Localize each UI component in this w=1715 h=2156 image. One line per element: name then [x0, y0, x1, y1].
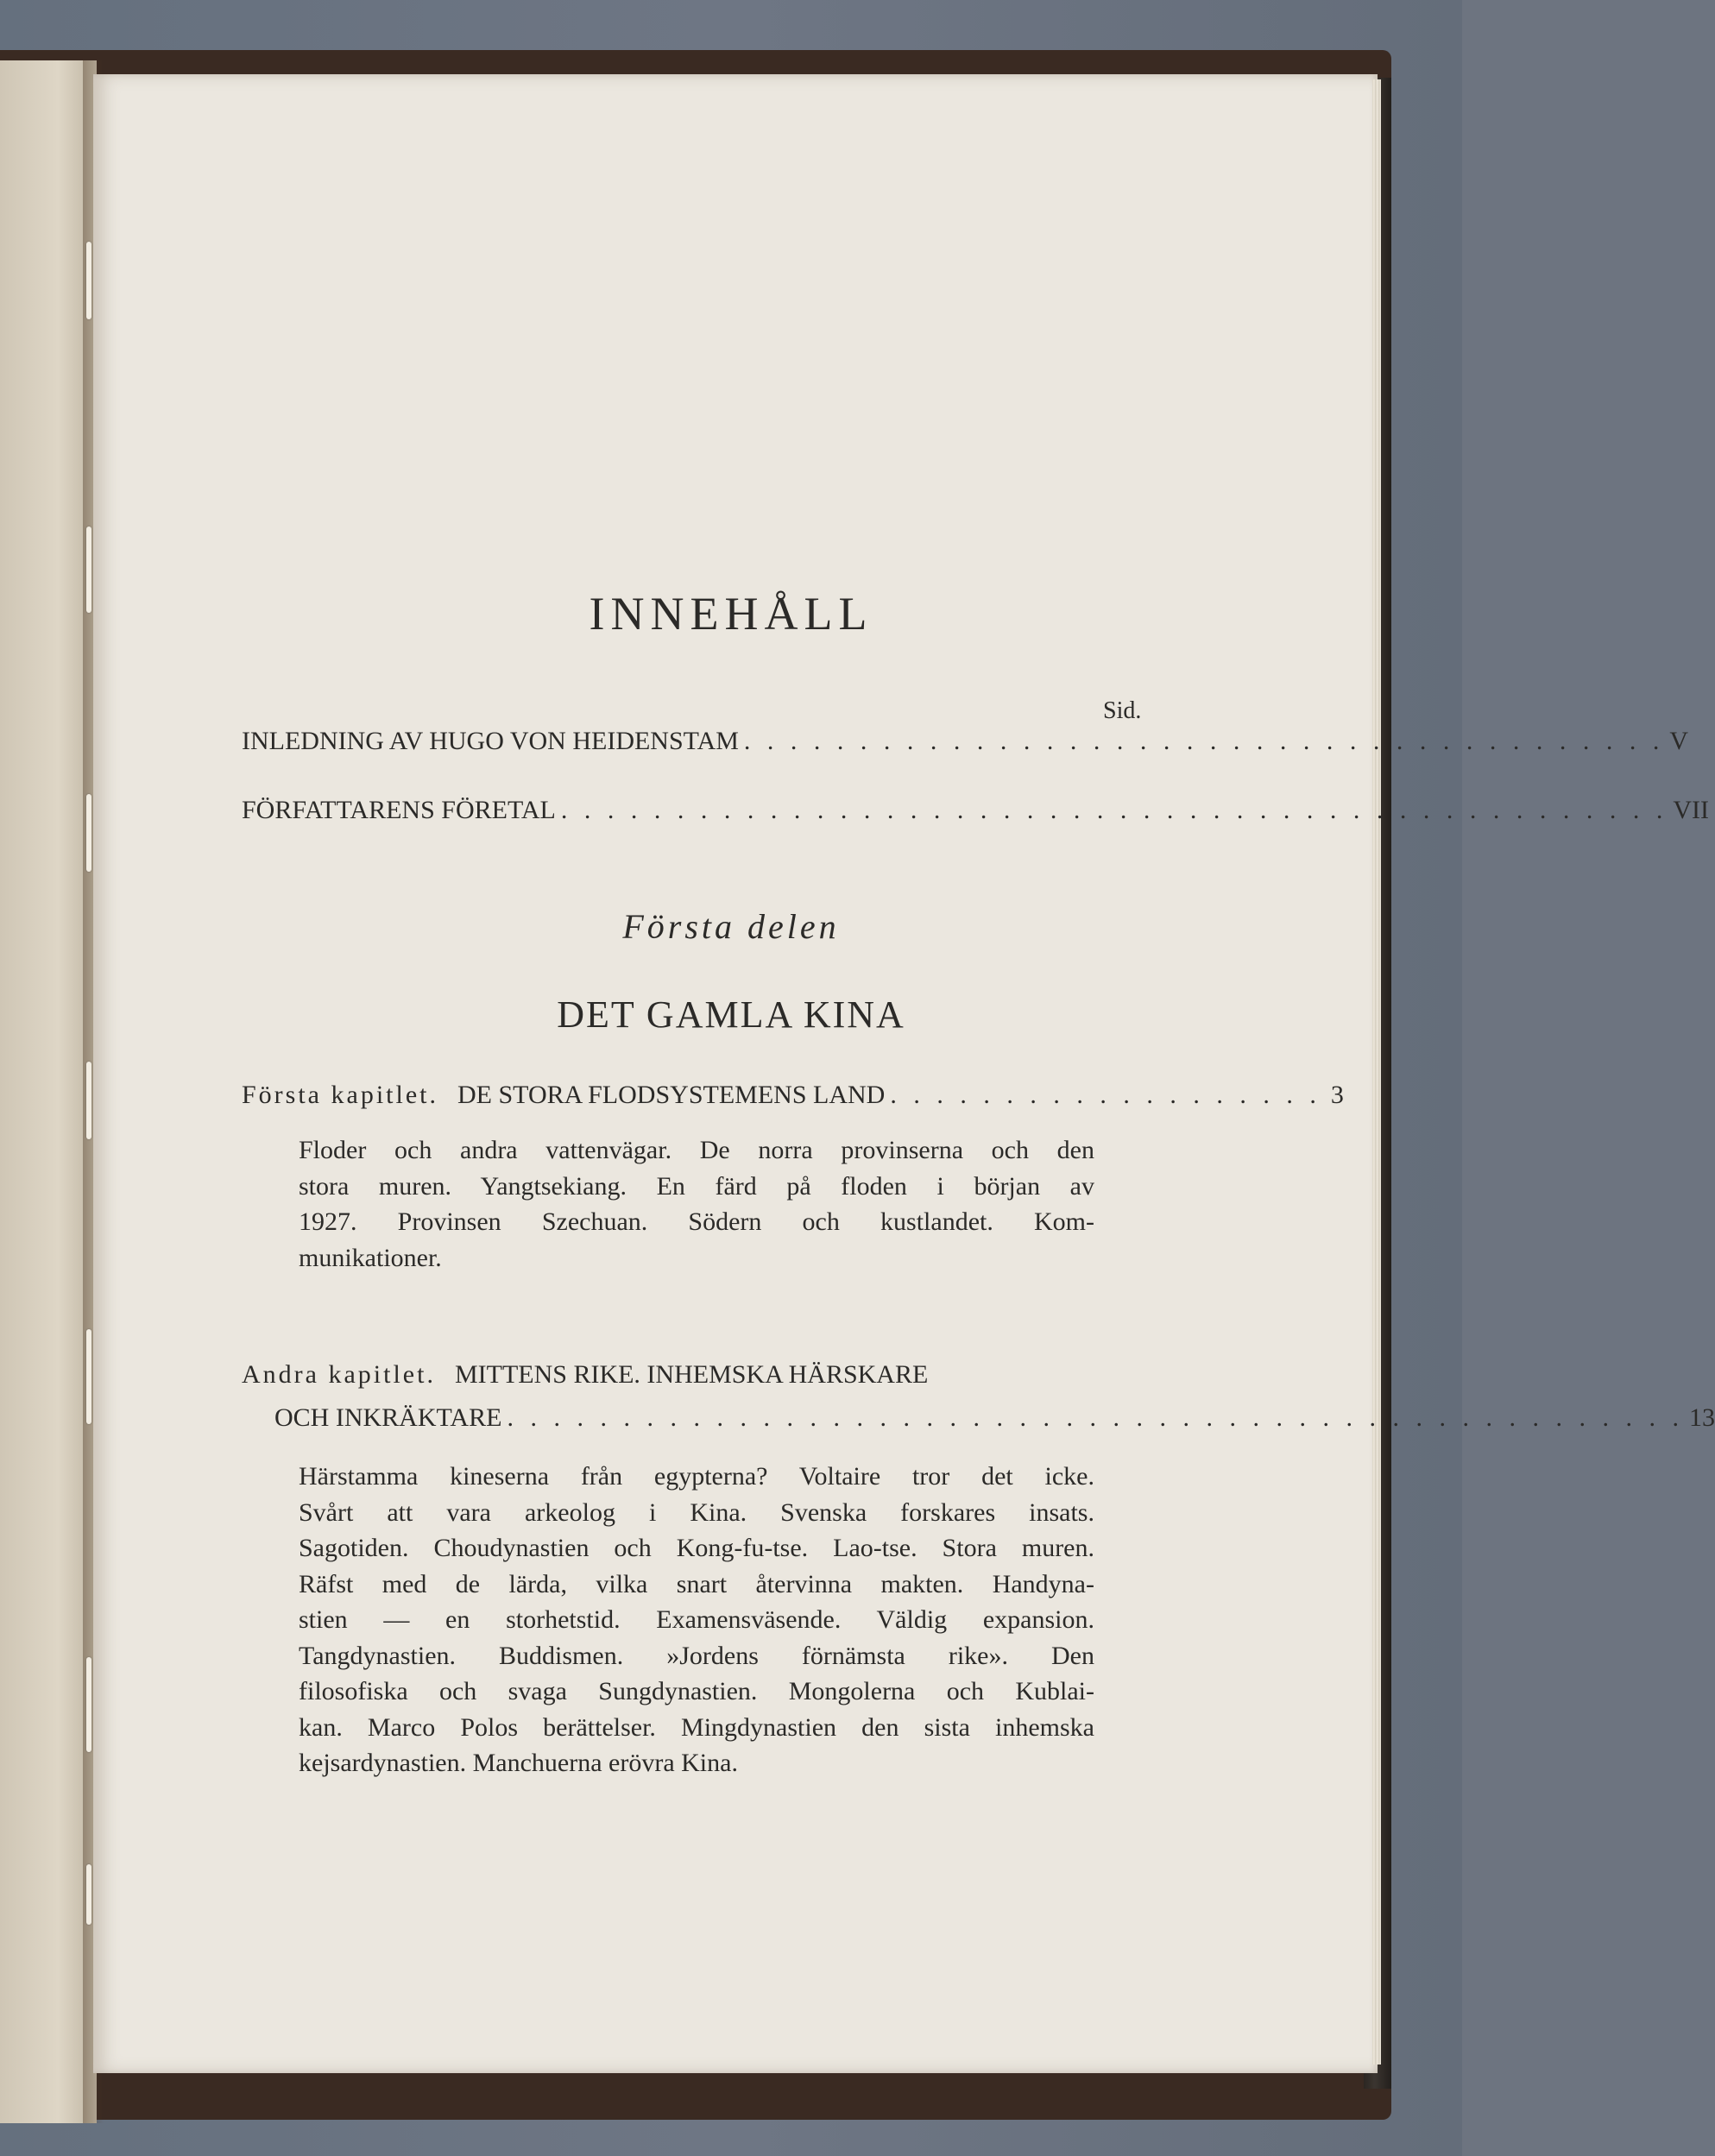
- leader-dots: . . . . . . . . . . . . . . . . . . .: [890, 1081, 1321, 1109]
- toc-entry-page: VII: [1673, 796, 1710, 824]
- chapter-number: Första kapitlet.: [242, 1081, 438, 1109]
- page-title: INNEHÅLL: [589, 588, 873, 640]
- summary-line: kan. Marco Polos berättelser. Mingdynastien den sista inhemska: [299, 1712, 1094, 1742]
- chapter-page: 3: [1330, 1081, 1344, 1109]
- chapter-entry: [242, 1360, 1153, 1390]
- chapter-title-continued: OCH INKRÄKTARE: [274, 1403, 502, 1432]
- summary-line: stora muren. Yangtsekiang. En färd på floden i början av: [299, 1171, 1094, 1201]
- toc-entry-page: V: [1669, 727, 1689, 755]
- toc-entry: [242, 727, 1689, 756]
- binding-stitch: [86, 242, 91, 319]
- chapter-summary: [299, 1459, 1094, 1781]
- summary-line: 1927. Provinsen Szechuan. Södern och kustlandet. Kom-: [299, 1207, 1094, 1236]
- summary-line: Sagotiden. Choudynastien och Kong-fu-tse. Lao-tse. Stora muren.: [299, 1534, 1094, 1562]
- leader-dots: . . . . . . . . . . . . . . . . . . . . . . . . . . . . . . . . . . . . . . . . . . . . . . . . . . .: [507, 1403, 1684, 1432]
- binding-stitch: [86, 794, 91, 872]
- leader-dots: . . . . . . . . . . . . . . . . . . . . . . . . . . . . . . . . . . . . . . . . . . . . . . . .: [560, 796, 1668, 824]
- toc-entry: [242, 796, 1710, 825]
- chapter-entry: [242, 1081, 1344, 1110]
- part-subtitle: DET GAMLA KINA: [557, 993, 905, 1036]
- binding-stitch: [86, 1062, 91, 1139]
- part-title: Första delen: [622, 907, 840, 946]
- summary-line: Floder och andra vattenvägar. De norra provinserna och den: [299, 1136, 1094, 1164]
- summary-line: Svårt att vara arkeolog i Kina. Svenska forskares insats.: [299, 1497, 1094, 1527]
- chapter-page: 13: [1688, 1403, 1715, 1432]
- chapter-number: Andra kapitlet.: [242, 1360, 436, 1389]
- toc-entry-label: INLEDNING AV HUGO VON HEIDENSTAM: [242, 727, 739, 755]
- chapter-entry-continued: [274, 1403, 1715, 1433]
- leader-dots: . . . . . . . . . . . . . . . . . . . . . . . . . . . . . . . . . . . . . . . .: [743, 727, 1665, 755]
- toc-entry-label: FÖRFATTARENS FÖRETAL: [242, 796, 556, 824]
- binding-stitch: [86, 1329, 91, 1424]
- summary-line: Tangdynastien. Buddismen. »Jordens förnämsta rike». Den: [299, 1641, 1094, 1670]
- page-edges: [1372, 79, 1381, 2065]
- summary-line: stien — en storhetstid. Examensväsende. Väldig expansion.: [299, 1605, 1094, 1634]
- page-column-label: Sid.: [1103, 697, 1142, 724]
- summary-line: kejsardynastien. Manchuerna erövra Kina.: [299, 1749, 738, 1777]
- summary-line: Räfst med de lärda, vilka snart återvinna makten. Handyna-: [299, 1569, 1094, 1598]
- summary-line: munikationer.: [299, 1243, 442, 1272]
- chapter-summary: [299, 1132, 1094, 1276]
- chapter-title: MITTENS RIKE. INHEMSKA HÄRSKARE: [454, 1360, 929, 1389]
- binding-stitch: [86, 1864, 91, 1925]
- summary-line: filosofiska och svaga Sungdynastien. Mongolerna och Kublai-: [299, 1677, 1094, 1705]
- summary-line: Härstamma kineserna från egypterna? Voltaire tror det icke.: [299, 1462, 1094, 1491]
- binding-stitch: [86, 1657, 91, 1752]
- chapter-title: DE STORA FLODSYSTEMENS LAND: [457, 1081, 886, 1109]
